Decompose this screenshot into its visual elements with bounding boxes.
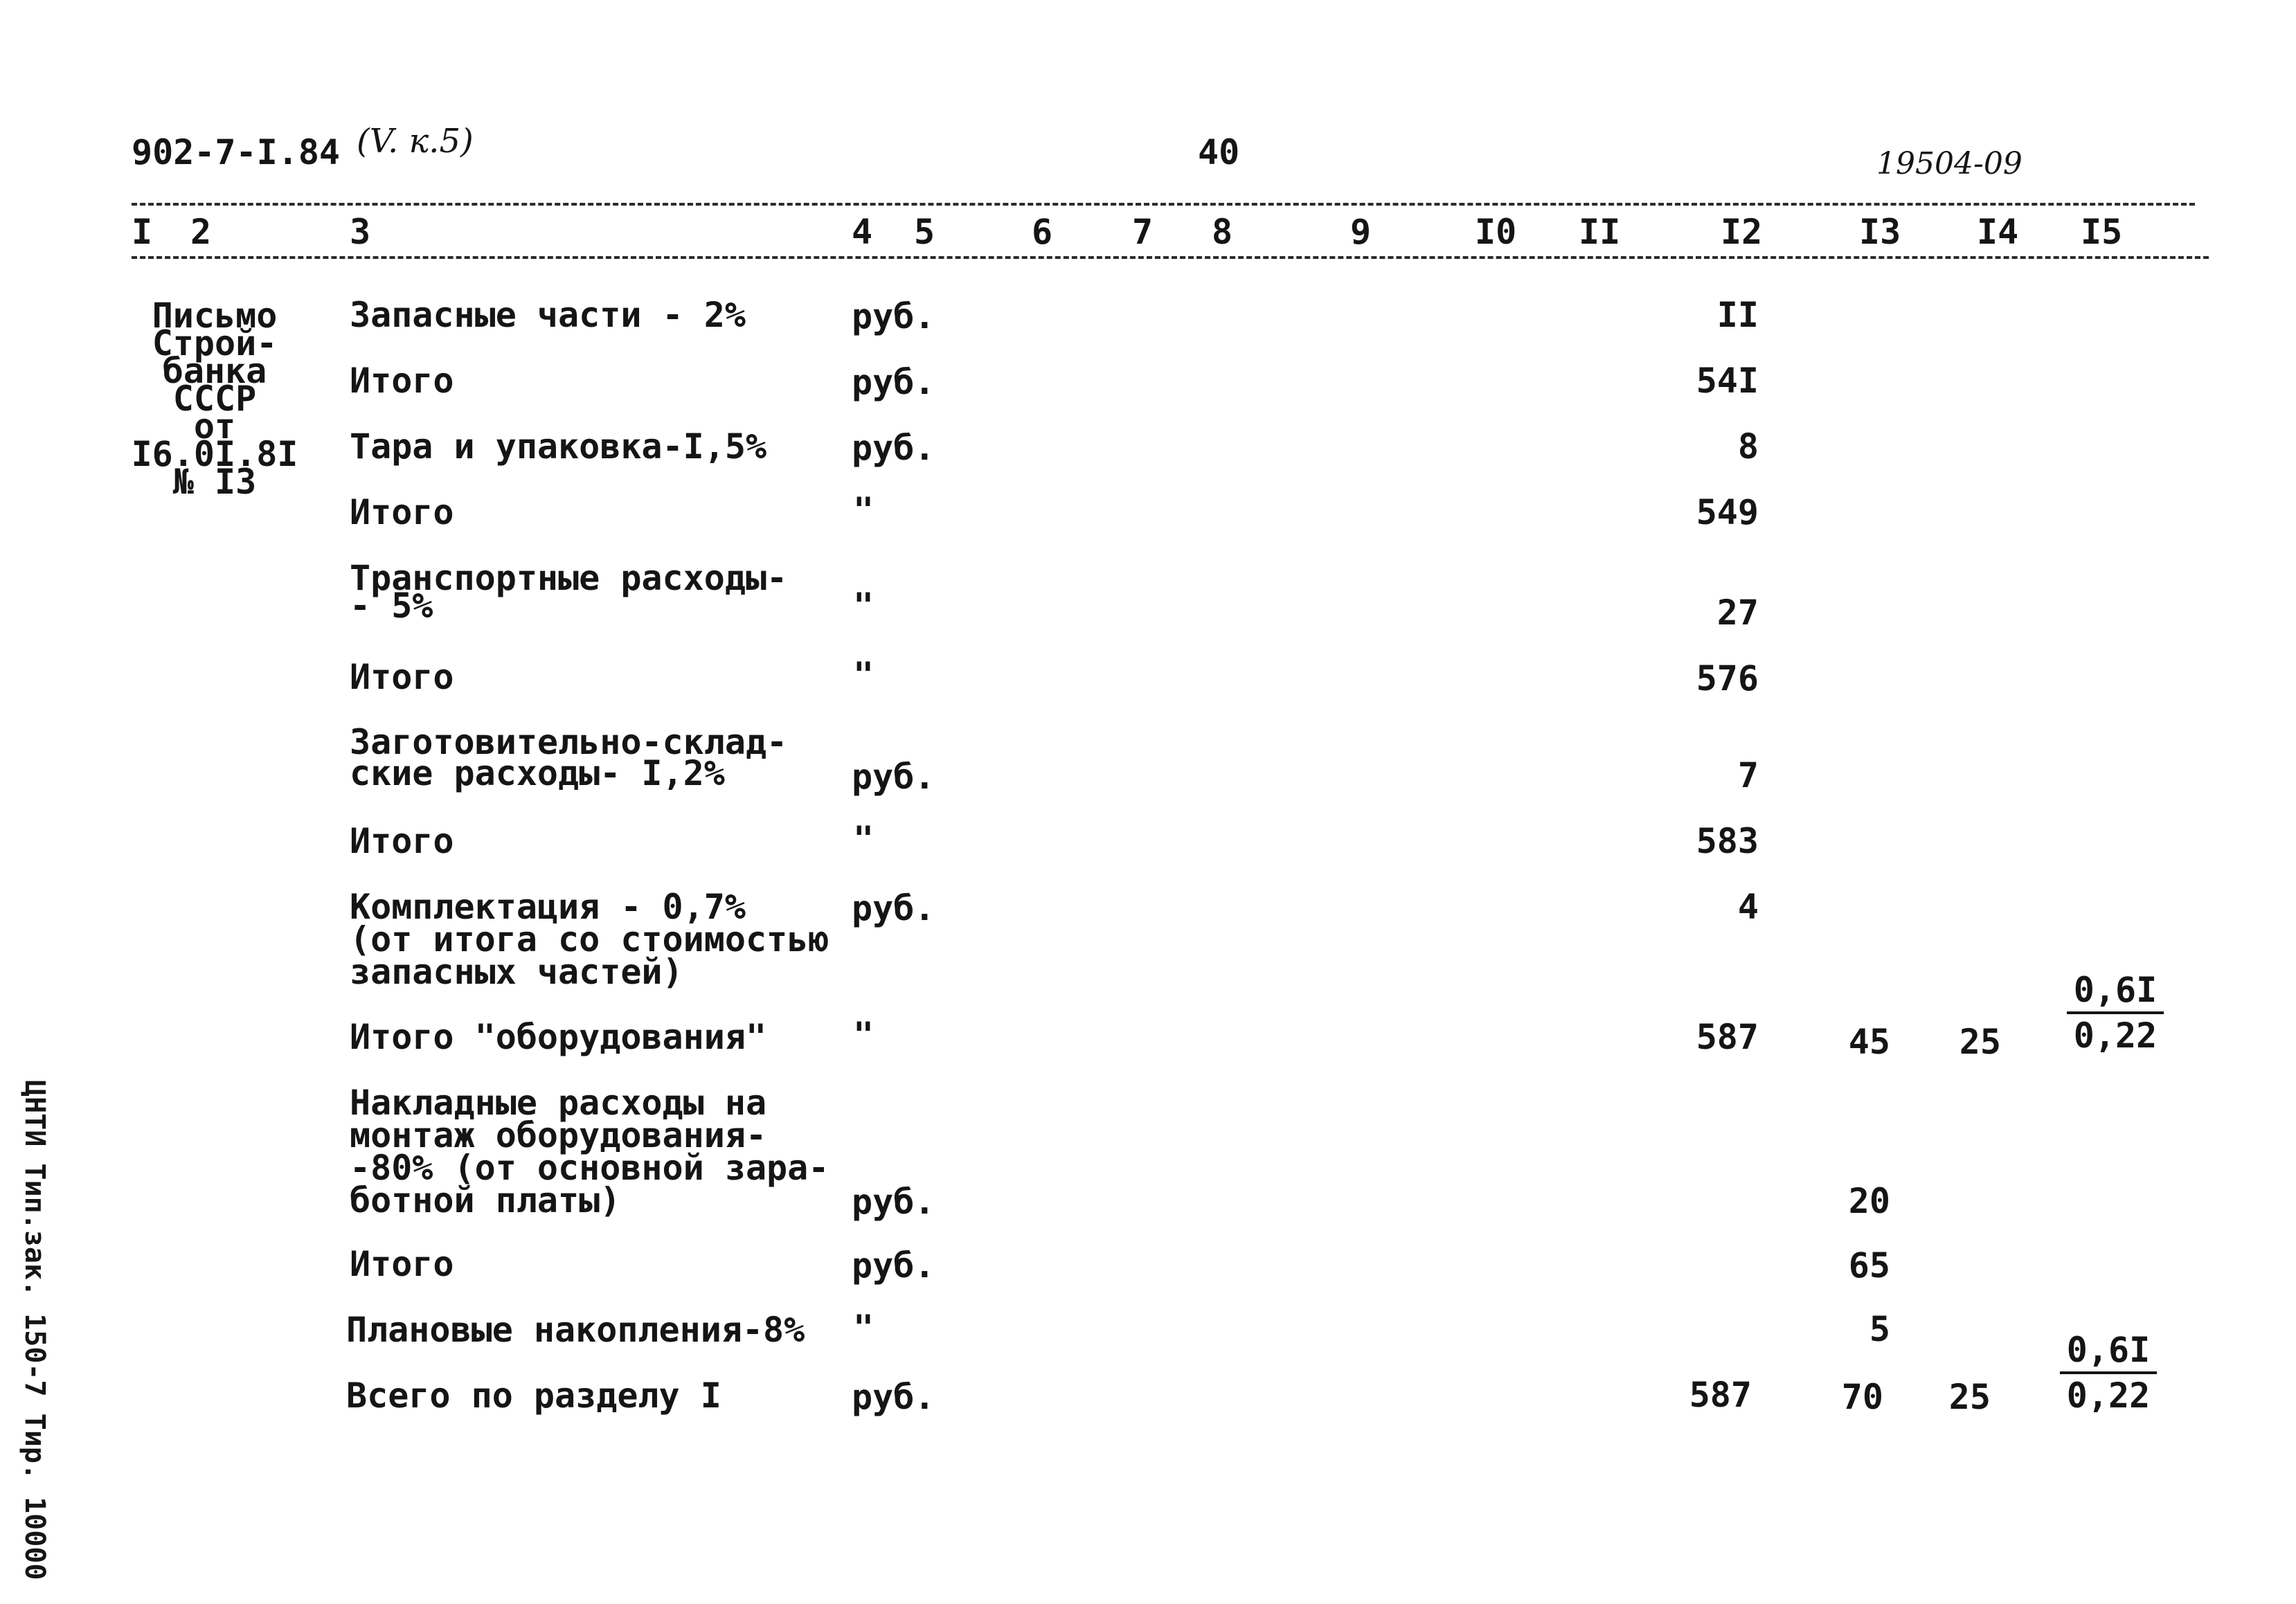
row-unit: руб.: [852, 296, 935, 336]
column-header: 3: [350, 212, 371, 252]
row-unit: ": [853, 586, 875, 626]
row-unit: ": [853, 490, 875, 530]
column-header: 7: [1132, 212, 1154, 252]
header-rule-bottom: [132, 256, 2209, 259]
value-col-13: 20: [1848, 1181, 1890, 1221]
value-col-12: 549: [1696, 492, 1759, 532]
row-unit: руб.: [852, 757, 935, 797]
row-unit: ": [853, 1015, 875, 1055]
column-header: 9: [1350, 212, 1372, 252]
value-col-13: 70: [1841, 1377, 1883, 1417]
column-header: I: [132, 212, 153, 252]
document-number: 902-7-I.84: [132, 132, 341, 172]
value-col-13: 5: [1869, 1309, 1890, 1349]
value-col-14: 25: [1959, 1022, 2001, 1062]
row-description: Комплектация - 0,7% (от итога со стоимостью запасных частей): [350, 887, 829, 992]
row-description: Всего по разделу I: [346, 1376, 721, 1416]
row-unit: руб.: [852, 1245, 935, 1286]
row-description: Итого: [350, 657, 454, 697]
row-description: Итого: [350, 361, 454, 401]
row-unit: руб.: [852, 1377, 935, 1417]
fraction-numerator: 0,6I: [2067, 973, 2164, 1014]
column-header: II: [1579, 212, 1621, 252]
source-reference: Письмо Строй- банка СССР от I6.0I.8I № I3: [131, 296, 298, 502]
column-header: I2: [1721, 212, 1763, 252]
column-header: I0: [1475, 212, 1517, 252]
value-col-12: 8: [1737, 426, 1759, 467]
row-description: Итого: [350, 492, 454, 532]
row-unit: руб.: [852, 1182, 935, 1222]
fraction-denominator: 0,22: [2066, 1376, 2151, 1416]
row-description: Плановые накопления-8%: [346, 1310, 805, 1350]
row-description: Заготовительно-склад- ские расходы- I,2%: [350, 722, 788, 793]
row-description: Запасные части - 2%: [350, 295, 746, 335]
row-description: Транспортные расходы- - 5%: [350, 558, 788, 626]
row-description: Итого: [350, 1244, 454, 1284]
value-col-12: 4: [1737, 887, 1759, 927]
fraction-denominator: 0,22: [2073, 1016, 2158, 1056]
column-header: 4: [852, 212, 873, 252]
value-col-13: 65: [1848, 1245, 1890, 1286]
row-unit: руб.: [852, 428, 935, 468]
value-col-12: 587: [1696, 1017, 1759, 1057]
row-description: Тара и упаковка-I,5%: [350, 426, 767, 467]
row-unit: руб.: [852, 362, 935, 402]
row-unit: ": [853, 655, 875, 695]
row-unit: ": [853, 1308, 875, 1348]
fraction-value-col-15: [2067, 970, 2164, 1056]
column-header: 2: [190, 212, 212, 252]
column-header: I3: [1859, 212, 1901, 252]
value-col-12: 576: [1696, 658, 1759, 699]
value-col-12: 7: [1737, 755, 1759, 795]
value-col-12: 27: [1716, 593, 1759, 633]
value-col-12: 587: [1689, 1375, 1752, 1415]
value-col-14: 25: [1948, 1377, 1991, 1417]
column-header: 6: [1032, 212, 1053, 252]
value-col-12: II: [1716, 295, 1759, 335]
page-number: 40: [1198, 132, 1240, 172]
value-col-12: 583: [1696, 821, 1759, 861]
row-description: Накладные расходы на монтаж оборудования- -80% (от основной зара- ботной платы): [350, 1083, 829, 1220]
handwritten-note: (V. к.5): [357, 122, 474, 161]
column-header: I5: [2081, 212, 2123, 252]
row-unit: руб.: [852, 888, 935, 928]
row-description: Итого "оборудования": [350, 1017, 767, 1057]
value-col-13: 45: [1848, 1022, 1890, 1062]
fraction-numerator: 0,6I: [2060, 1333, 2157, 1374]
fraction-value-col-15: [2060, 1330, 2157, 1416]
row-description: Итого: [350, 821, 454, 861]
printer-imprint: ЦНТИ Тип.зак. 150-7 Тир. 10000: [19, 1080, 51, 1580]
column-header: 5: [914, 212, 935, 252]
row-unit: ": [853, 819, 875, 859]
column-header: 8: [1212, 212, 1233, 252]
value-col-12: 54I: [1696, 361, 1759, 401]
stamp-number: 19504-09: [1876, 146, 2023, 181]
header-rule-top: [132, 203, 2195, 206]
column-header: I4: [1977, 212, 2019, 252]
